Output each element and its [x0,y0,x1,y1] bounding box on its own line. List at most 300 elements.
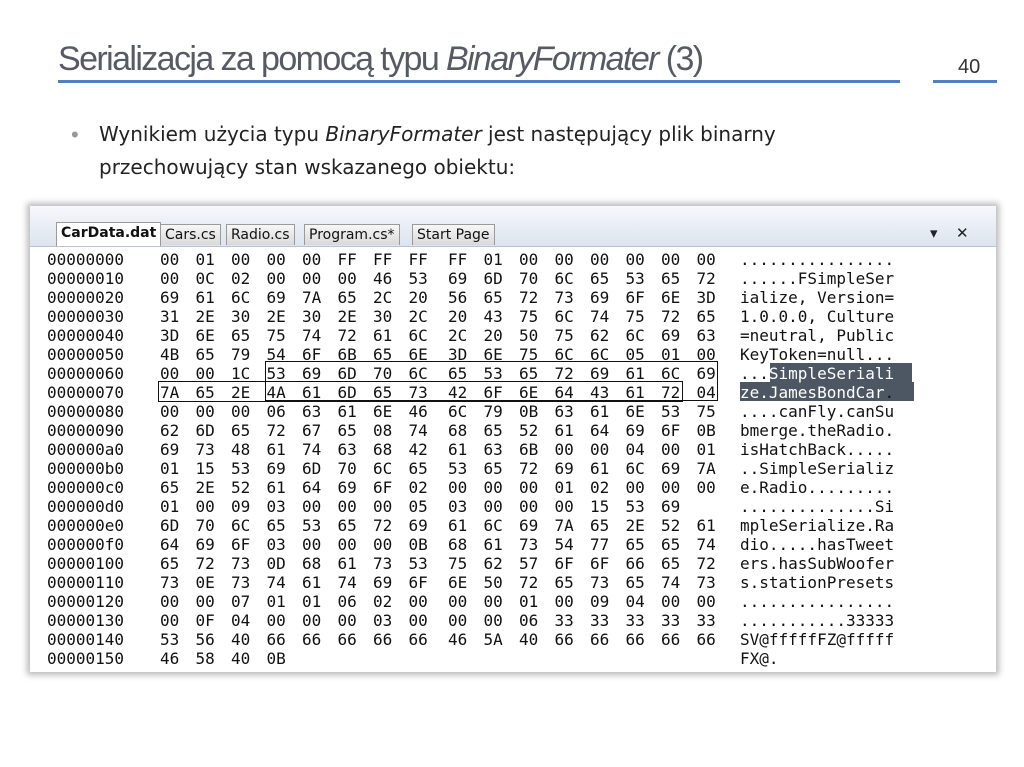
hex-byte: 61 [554,421,574,440]
hex-byte: 66 [337,630,357,649]
hex-byte: 6D [195,421,215,440]
hex-byte: 00 [519,497,539,516]
hex-byte: 54 [554,535,574,554]
hex-byte: 73 [519,535,539,554]
hex-byte: 72 [554,364,574,383]
hex-byte: 00 [266,611,286,630]
hex-byte: 00 [337,269,357,288]
hex-byte: 00 [195,402,215,421]
hex-byte: 6F [625,288,645,307]
row-offset: 00000070 [47,383,125,402]
hex-byte: 00 [302,250,322,269]
ascii-text: ialize, Version= [740,288,895,307]
ascii-text: ................ [740,250,895,269]
hex-byte: 02 [408,478,428,497]
hex-byte: 69 [661,326,681,345]
row-offset: 00000020 [47,288,125,307]
hex-byte: 0E [195,573,215,592]
hex-byte: 72 [661,383,681,402]
hex-byte: 00 [590,250,610,269]
row-offset: 00000140 [47,630,125,649]
hex-byte: 61 [625,364,645,383]
hex-byte: 15 [590,497,610,516]
hex-byte: 1C [231,364,251,383]
hex-byte: 65 [625,535,645,554]
ascii-text: ..............Si [740,497,895,516]
hex-byte: 6F [483,383,503,402]
hex-byte: 65 [160,554,180,573]
hex-byte: 6C [625,326,645,345]
hex-byte: 00 [625,250,645,269]
hex-byte: 52 [231,478,251,497]
hex-byte: 6E [408,345,428,364]
row-offset: 00000090 [47,421,125,440]
hex-byte: 00 [160,250,180,269]
ascii-text: ...........33333 [740,611,895,630]
hex-byte: 73 [590,573,610,592]
hex-byte: 65 [483,288,503,307]
hex-byte: 63 [337,440,357,459]
hex-byte: 6B [337,345,357,364]
hex-byte: 05 [408,497,428,516]
hex-byte: 6D [160,516,180,535]
hex-byte: 53 [302,516,322,535]
ascii-text-selected: SimpleSeriali [768,364,895,383]
hex-byte: 61 [337,402,357,421]
hex-byte: 6E [661,288,681,307]
hex-byte: 65 [483,421,503,440]
hex-byte: 73 [231,573,251,592]
ascii-text: s.stationPresets [740,573,895,592]
hex-byte: 6D [337,364,357,383]
bullet-text-end: jest następujący plik binarny przechowujący stan wskazanego obiektu: [99,122,776,179]
hex-byte: 6E [195,326,215,345]
hex-byte: 61 [302,573,322,592]
ascii-text: ....canFly.canSu [740,402,895,421]
hex-byte: 61 [266,440,286,459]
hex-byte: 69 [661,497,681,516]
hex-byte: 73 [231,554,251,573]
hex-byte: 66 [408,630,428,649]
hex-byte: 00 [373,535,393,554]
hex-byte: 6C [554,307,574,326]
hex-byte: 75 [625,307,645,326]
document-tab-bar [30,206,996,247]
hex-byte: 74 [590,307,610,326]
hex-byte: FF [448,250,468,269]
row-offset: 00000050 [47,345,125,364]
hex-byte: 03 [373,611,393,630]
hex-byte: 65 [661,269,681,288]
row-offset: 00000120 [47,592,125,611]
hex-byte: 75 [266,326,286,345]
hex-byte: 61 [337,554,357,573]
row-offset: 000000b0 [47,459,125,478]
hex-byte: 70 [373,364,393,383]
hex-byte: 01 [483,250,503,269]
hex-byte: 68 [448,535,468,554]
hex-byte: 61 [590,402,610,421]
hex-byte: 00 [160,592,180,611]
row-offset: 00000110 [47,573,125,592]
hex-byte: 64 [554,383,574,402]
hex-byte: 56 [195,630,215,649]
hex-byte: 74 [266,573,286,592]
hex-byte: 30 [231,307,251,326]
hex-byte: 00 [408,592,428,611]
hex-byte: 4B [160,345,180,364]
row-offset: 00000150 [47,649,125,668]
hex-byte: 02 [231,269,251,288]
tab-program[interactable]: Program.cs* [304,224,400,245]
hex-byte: 20 [483,326,503,345]
hex-byte: 69 [696,364,716,383]
hex-byte: 7A [696,459,716,478]
hex-byte: 00 [337,611,357,630]
hex-byte: 69 [661,459,681,478]
hex-byte: 40 [231,630,251,649]
hex-byte: 61 [302,383,322,402]
hex-byte: 65 [519,364,539,383]
hex-byte: 53 [408,554,428,573]
hex-byte: 00 [519,478,539,497]
hex-byte: 2E [195,307,215,326]
hex-byte: 73 [373,554,393,573]
hex-byte: 61 [590,459,610,478]
hex-byte: 73 [408,383,428,402]
hex-byte: 65 [696,307,716,326]
ascii-text: dio.....hasTweet [740,535,895,554]
hex-byte: 72 [696,269,716,288]
hex-byte: 30 [373,307,393,326]
hex-byte: 20 [448,307,468,326]
hex-byte: 01 [554,478,574,497]
hex-byte: 61 [448,440,468,459]
hex-byte: 00 [266,250,286,269]
tab-cardata[interactable]: CarData.dat [56,222,161,246]
hex-byte: 00 [554,592,574,611]
hex-byte: 53 [483,364,503,383]
ascii-text: mpleSerialize.Ra [740,516,895,535]
hex-byte: 70 [337,459,357,478]
hex-byte: 53 [448,459,468,478]
hex-byte: 68 [448,421,468,440]
hex-byte: 08 [373,421,393,440]
hex-byte: 6F [661,421,681,440]
hex-byte: 62 [483,554,503,573]
hex-byte: 33 [696,611,716,630]
slide-title-italic: BinaryFormater [445,40,658,78]
hex-byte: 00 [696,250,716,269]
hex-byte: 72 [519,573,539,592]
hex-byte: 6C [483,516,503,535]
ascii-text: isHatchBack..... [740,440,895,459]
hex-byte: 6C [373,459,393,478]
hex-byte: 69 [408,516,428,535]
hex-byte: 52 [519,421,539,440]
hex-byte: 69 [625,421,645,440]
hex-byte: 00 [661,592,681,611]
hex-byte: 6F [302,345,322,364]
hex-byte: 00 [195,364,215,383]
hex-byte: 6C [554,269,574,288]
hex-byte: 6C [590,345,610,364]
hex-byte: 00 [661,250,681,269]
hex-byte: 02 [373,592,393,611]
hex-byte: 66 [302,630,322,649]
hex-byte: 75 [519,307,539,326]
hex-byte: 00 [231,250,251,269]
close-icon[interactable]: ✕ [956,224,969,242]
bullet-text-start: Wynikiem użycia typu [99,122,326,146]
hex-byte: 74 [302,440,322,459]
hex-byte: 00 [625,478,645,497]
hex-byte: FF [337,250,357,269]
hex-byte: 00 [696,345,716,364]
hex-byte: 65 [160,478,180,497]
hex-byte: 62 [160,421,180,440]
hex-byte: 6C [231,288,251,307]
tab-radio[interactable]: Radio.cs [226,224,295,245]
hex-byte: 61 [696,516,716,535]
hex-byte: 0B [266,649,286,668]
hex-byte: 65 [373,345,393,364]
hex-byte: 01 [661,345,681,364]
hex-byte: 65 [231,326,251,345]
hex-byte: 00 [483,592,503,611]
hex-byte: 53 [160,630,180,649]
hex-byte: 00 [590,440,610,459]
hex-byte: 79 [231,345,251,364]
hex-byte: 66 [590,630,610,649]
slide-title-suffix: (3) [657,40,703,78]
hex-byte: 46 [408,402,428,421]
row-offset: 00000000 [47,250,125,269]
ascii-text: ......FSimpleSer [740,269,895,288]
hex-byte: 00 [696,478,716,497]
hex-byte: 52 [661,516,681,535]
hex-byte: 69 [337,478,357,497]
hex-byte: 65 [195,383,215,402]
hex-byte: 7A [160,383,180,402]
ascii-text [740,364,894,383]
hex-byte: 2E [337,307,357,326]
hex-byte: 54 [266,345,286,364]
hex-byte: 04 [625,592,645,611]
hex-byte: 74 [696,535,716,554]
hex-byte: 72 [195,554,215,573]
hex-byte: 00 [408,611,428,630]
hex-byte: 00 [483,611,503,630]
hex-byte: 00 [160,364,180,383]
hex-byte: 69 [373,573,393,592]
ascii-text: e.Radio......... [740,478,895,497]
hex-byte: 75 [448,554,468,573]
hex-byte: 68 [373,440,393,459]
hex-byte: 74 [408,421,428,440]
hex-byte: 00 [448,592,468,611]
ascii-text: ers.hasSubWoofer [740,554,895,573]
hex-byte: 65 [337,516,357,535]
hex-byte: 61 [625,383,645,402]
hex-byte: 69 [590,364,610,383]
hex-byte: FF [408,250,428,269]
hex-byte: 04 [696,383,716,402]
hex-byte: 53 [266,364,286,383]
hex-byte: 07 [231,592,251,611]
row-offset: 00000010 [47,269,125,288]
hex-byte: 4A [266,383,286,402]
hex-byte: 65 [483,459,503,478]
hex-byte: 63 [696,326,716,345]
hex-byte: 33 [590,611,610,630]
hex-byte: 72 [337,326,357,345]
ascii-text: FX@. [740,649,779,668]
ascii-text [740,383,894,402]
hex-byte: 00 [661,478,681,497]
hex-byte: 65 [408,459,428,478]
hex-byte: 50 [483,573,503,592]
ascii-text: bmerge.theRadio. [740,421,895,440]
hex-byte: 72 [661,307,681,326]
hex-byte: 01 [266,592,286,611]
hex-byte: 66 [554,630,574,649]
hex-byte: 6D [302,459,322,478]
hex-byte: 00 [554,250,574,269]
ascii-text-plain: . [884,383,895,402]
ascii-text-plain: ... [740,364,769,383]
hex-byte: 04 [625,440,645,459]
hex-byte: 75 [519,345,539,364]
hex-byte: 65 [231,421,251,440]
hex-byte: 65 [373,383,393,402]
hex-byte: 33 [625,611,645,630]
hex-byte: 61 [266,478,286,497]
hex-byte: 62 [590,326,610,345]
hex-byte: 73 [696,573,716,592]
hex-byte: 57 [519,554,539,573]
hex-byte: 01 [519,592,539,611]
hex-byte: 69 [448,269,468,288]
hex-byte: 6E [373,402,393,421]
hex-byte: FF [373,250,393,269]
hex-byte: 6D [337,383,357,402]
hex-byte: 65 [195,345,215,364]
row-offset: 000000f0 [47,535,125,554]
hex-byte: 6C [661,364,681,383]
hex-byte: 03 [448,497,468,516]
hex-byte: 6F [590,554,610,573]
hex-byte: 00 [661,440,681,459]
hex-byte: 58 [195,649,215,668]
ascii-text: ................ [740,592,895,611]
tab-cars[interactable]: Cars.cs [160,224,221,245]
hex-byte: 00 [195,592,215,611]
hex-byte: 48 [231,440,251,459]
hex-byte: 6C [408,364,428,383]
hex-byte: 2E [266,307,286,326]
hex-byte: 09 [590,592,610,611]
hex-byte: 61 [448,516,468,535]
hex-byte: 72 [266,421,286,440]
hex-byte: 02 [590,478,610,497]
hex-byte: 69 [519,516,539,535]
hex-byte: 65 [337,421,357,440]
hex-byte: 6E [519,383,539,402]
hex-byte: 66 [266,630,286,649]
tab-start-page[interactable]: Start Page [412,224,495,245]
hex-byte: 03 [266,535,286,554]
hex-byte: 5A [483,630,503,649]
hex-byte: 6C [408,326,428,345]
bullet-text-italic: BinaryFormater [325,122,482,146]
hex-byte: 00 [337,497,357,516]
hex-byte: 15 [195,459,215,478]
hex-byte: 74 [337,573,357,592]
hex-byte: 6E [625,402,645,421]
hex-byte: 00 [266,269,286,288]
hex-byte: 75 [696,402,716,421]
hex-byte: 30 [302,307,322,326]
hex-byte: 7A [302,288,322,307]
hex-byte: 73 [554,288,574,307]
hex-byte: 6E [448,573,468,592]
hex-byte: 00 [696,592,716,611]
hex-byte: 65 [625,573,645,592]
hex-byte: 00 [302,611,322,630]
bullet-marker: • [71,122,79,147]
hex-byte: 74 [661,573,681,592]
ascii-text: =neutral, Public [740,326,895,345]
hex-byte: 56 [448,288,468,307]
hex-byte: 40 [519,630,539,649]
hex-byte: 00 [160,611,180,630]
row-offset: 000000e0 [47,516,125,535]
hex-dump-view[interactable] [30,246,996,672]
hex-byte: 73 [160,573,180,592]
hex-byte: 40 [231,649,251,668]
hex-byte: 46 [373,269,393,288]
hex-byte: 72 [519,288,539,307]
title-underline [58,80,900,83]
tab-list-dropdown-icon[interactable]: ▾ [930,224,938,242]
hex-byte: 43 [590,383,610,402]
row-offset: 000000d0 [47,497,125,516]
hex-byte: 00 [448,611,468,630]
hex-byte: 03 [266,497,286,516]
ascii-text: SV@fffffFZ@fffff [740,630,895,649]
page-number: 40 [958,56,981,78]
hex-byte: 6C [554,345,574,364]
hex-byte: 63 [554,402,574,421]
hex-byte: 42 [448,383,468,402]
hex-byte: 6C [625,459,645,478]
hex-byte: 01 [160,459,180,478]
hex-byte: 00 [302,269,322,288]
hex-byte: 00 [231,402,251,421]
hex-byte: 06 [337,592,357,611]
hex-byte: 00 [337,535,357,554]
hex-byte: 75 [554,326,574,345]
hex-byte: 69 [160,440,180,459]
ascii-text: KeyToken=null... [740,345,895,364]
hex-byte: 00 [302,535,322,554]
hex-byte: 69 [554,459,574,478]
hex-byte: 53 [625,497,645,516]
row-offset: 00000080 [47,402,125,421]
hex-byte: 3D [160,326,180,345]
hex-byte: 65 [448,364,468,383]
